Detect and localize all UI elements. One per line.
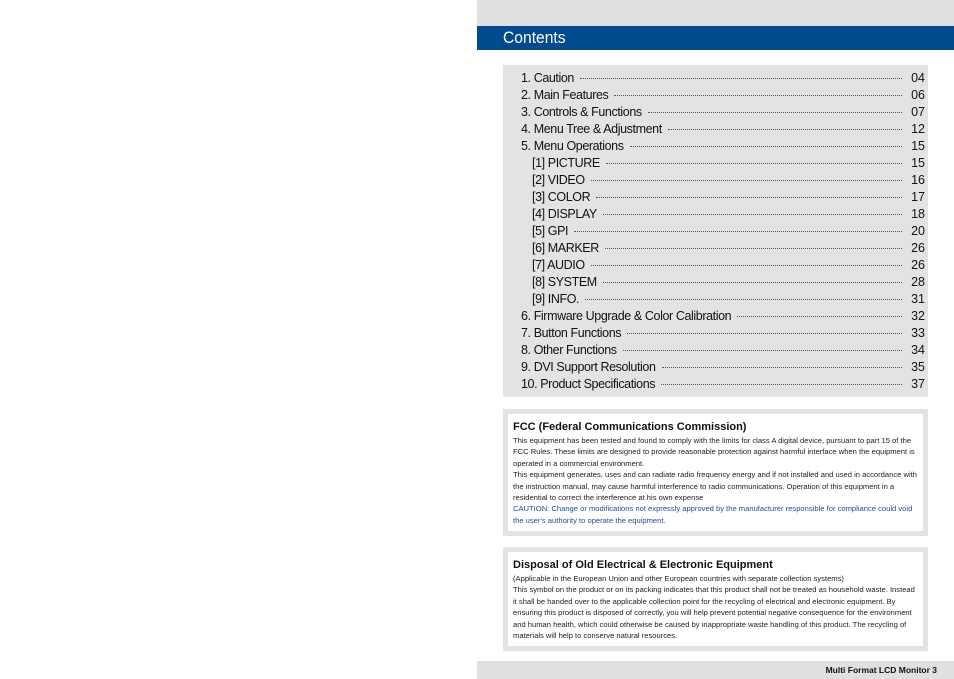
toc-leader-dots <box>627 332 902 334</box>
table-of-contents <box>503 65 928 397</box>
toc-entry[interactable] <box>503 342 928 359</box>
toc-entry[interactable] <box>503 104 928 121</box>
toc-leader-dots <box>603 213 902 215</box>
toc-entry[interactable] <box>503 376 928 393</box>
toc-entry[interactable] <box>503 87 928 104</box>
toc-leader-dots <box>630 145 902 147</box>
fcc-notice <box>503 409 928 536</box>
toc-leader-dots <box>580 77 902 79</box>
header-band <box>477 0 954 26</box>
toc-entry-label: 1. Caution <box>521 71 574 85</box>
toc-entry-page: 31 <box>911 292 925 306</box>
toc-entry-label: [9] INFO. <box>532 292 580 306</box>
contents-title-bar <box>477 26 954 50</box>
toc-entry-label: [1] PICTURE <box>532 156 600 170</box>
toc-entry[interactable] <box>503 206 928 223</box>
toc-leader-dots <box>614 94 902 96</box>
fcc-paragraph-1: This equipment has been tested and found to comply with the limits for class A digital device, pursuant to part 15 of the FCC Rules. These limits are designed to provide reasonable protection against harmful interface when the equipment is operated in a commercial environment. <box>513 436 915 468</box>
toc-leader-dots <box>737 315 902 317</box>
toc-entry-page: 32 <box>911 309 925 323</box>
fcc-paragraph-2: This equipment generates, uses and can radiate radio frequency energy and if not installed and used in accordance with the instruction manual, may cause harmful interference to radio communications. Operation of this equipment in a residential to correct the interference at his own expense <box>513 470 917 503</box>
toc-leader-dots <box>574 230 902 232</box>
toc-entry-label: 9. DVI Support Resolution <box>521 360 656 374</box>
toc-entry-page: 16 <box>911 173 925 187</box>
toc-entry-label: 3. Controls & Functions <box>521 105 642 119</box>
toc-entry-page: 20 <box>911 224 925 238</box>
page-title: Contents <box>503 28 566 47</box>
toc-entry-page: 35 <box>911 360 925 374</box>
toc-entry-page: 37 <box>911 377 925 391</box>
toc-leader-dots <box>623 349 902 351</box>
toc-entry[interactable] <box>503 274 928 291</box>
toc-entry-page: 04 <box>911 71 925 85</box>
toc-entry-page: 28 <box>911 275 925 289</box>
fcc-notice-body <box>508 414 923 531</box>
toc-entry[interactable] <box>503 121 928 138</box>
toc-entry-label: [5] GPI <box>532 224 569 238</box>
toc-entry[interactable] <box>503 359 928 376</box>
disposal-paragraph-2: This symbol on the product or on its packing indicates that this product shall not be treated as household waste. Instead it shall be handed over to the applicable collection point for the recycling of electrical and electronic equipment. By ensuring this product is disposed of correctly, you will help prevent potential negative consequence for the environment and human health, which could otherwise be caused by inappropriate waste handling of this product. The recycling of materials will help to conserve natural resources. <box>513 585 915 641</box>
toc-entry[interactable] <box>503 257 928 274</box>
toc-leader-dots <box>585 298 902 300</box>
toc-leader-dots <box>596 196 902 198</box>
disposal-notice-body <box>508 552 923 646</box>
toc-entry-page: 15 <box>911 156 925 170</box>
toc-leader-dots <box>668 128 902 130</box>
toc-entry-label: [2] VIDEO <box>532 173 585 187</box>
toc-entry-label: [3] COLOR <box>532 190 591 204</box>
toc-entry-page: 26 <box>911 258 925 272</box>
toc-entry[interactable] <box>503 308 928 325</box>
toc-leader-dots <box>605 247 902 249</box>
toc-leader-dots <box>662 366 902 368</box>
toc-leader-dots <box>591 179 902 181</box>
toc-entry[interactable] <box>503 240 928 257</box>
footer-text: Multi Format LCD Monitor 3 <box>825 665 937 675</box>
toc-entry-label: [7] AUDIO <box>532 258 585 272</box>
toc-entry-label: [4] DISPLAY <box>532 207 597 221</box>
toc-leader-dots <box>606 162 902 164</box>
toc-entry-page: 34 <box>911 343 925 357</box>
toc-entry-label: 6. Firmware Upgrade & Color Calibration <box>521 309 732 323</box>
toc-entry-page: 15 <box>911 139 925 153</box>
toc-entry[interactable] <box>503 291 928 308</box>
toc-entry-page: 18 <box>911 207 925 221</box>
toc-entry[interactable] <box>503 189 928 206</box>
toc-entry-page: 17 <box>911 190 925 204</box>
toc-entry-label: 7. Button Functions <box>521 326 622 340</box>
toc-entry-label: 4. Menu Tree & Adjustment <box>521 122 662 136</box>
toc-entry-label: [6] MARKER <box>532 241 599 255</box>
toc-entry-label: [8] SYSTEM <box>532 275 597 289</box>
toc-leader-dots <box>603 281 902 283</box>
toc-entry-page: 07 <box>911 105 925 119</box>
toc-leader-dots <box>648 111 902 113</box>
toc-entry[interactable] <box>503 70 928 87</box>
toc-entry-page: 26 <box>911 241 925 255</box>
disposal-notice <box>503 547 928 651</box>
toc-leader-dots <box>591 264 902 266</box>
toc-leader-dots <box>661 383 902 385</box>
toc-entry-page: 12 <box>911 122 925 136</box>
disposal-title: Disposal of Old Electrical & Electronic Equipment <box>513 559 773 571</box>
fcc-title: FCC (Federal Communications Commission) <box>513 421 747 433</box>
toc-entry[interactable] <box>503 138 928 155</box>
fcc-caution: CAUTION: Change or modifications not expressly approved by the manufacturer responsible for compliance could void the user's authority to operate the equipment. <box>513 504 913 525</box>
footer-band <box>477 661 954 679</box>
toc-entry[interactable] <box>503 155 928 172</box>
toc-entry[interactable] <box>503 172 928 189</box>
toc-entry[interactable] <box>503 325 928 342</box>
toc-entry-label: 8. Other Functions <box>521 343 617 357</box>
toc-entry-label: 10. Product Specifications <box>521 377 656 391</box>
toc-entry[interactable] <box>503 223 928 240</box>
disposal-paragraph-1: (Applicable in the European Union and other European countries with separate collection systems) <box>513 574 844 583</box>
toc-entry-label: 5. Menu Operations <box>521 139 624 153</box>
toc-entry-label: 2. Main Features <box>521 88 609 102</box>
toc-entry-page: 33 <box>911 326 925 340</box>
toc-entry-page: 06 <box>911 88 925 102</box>
